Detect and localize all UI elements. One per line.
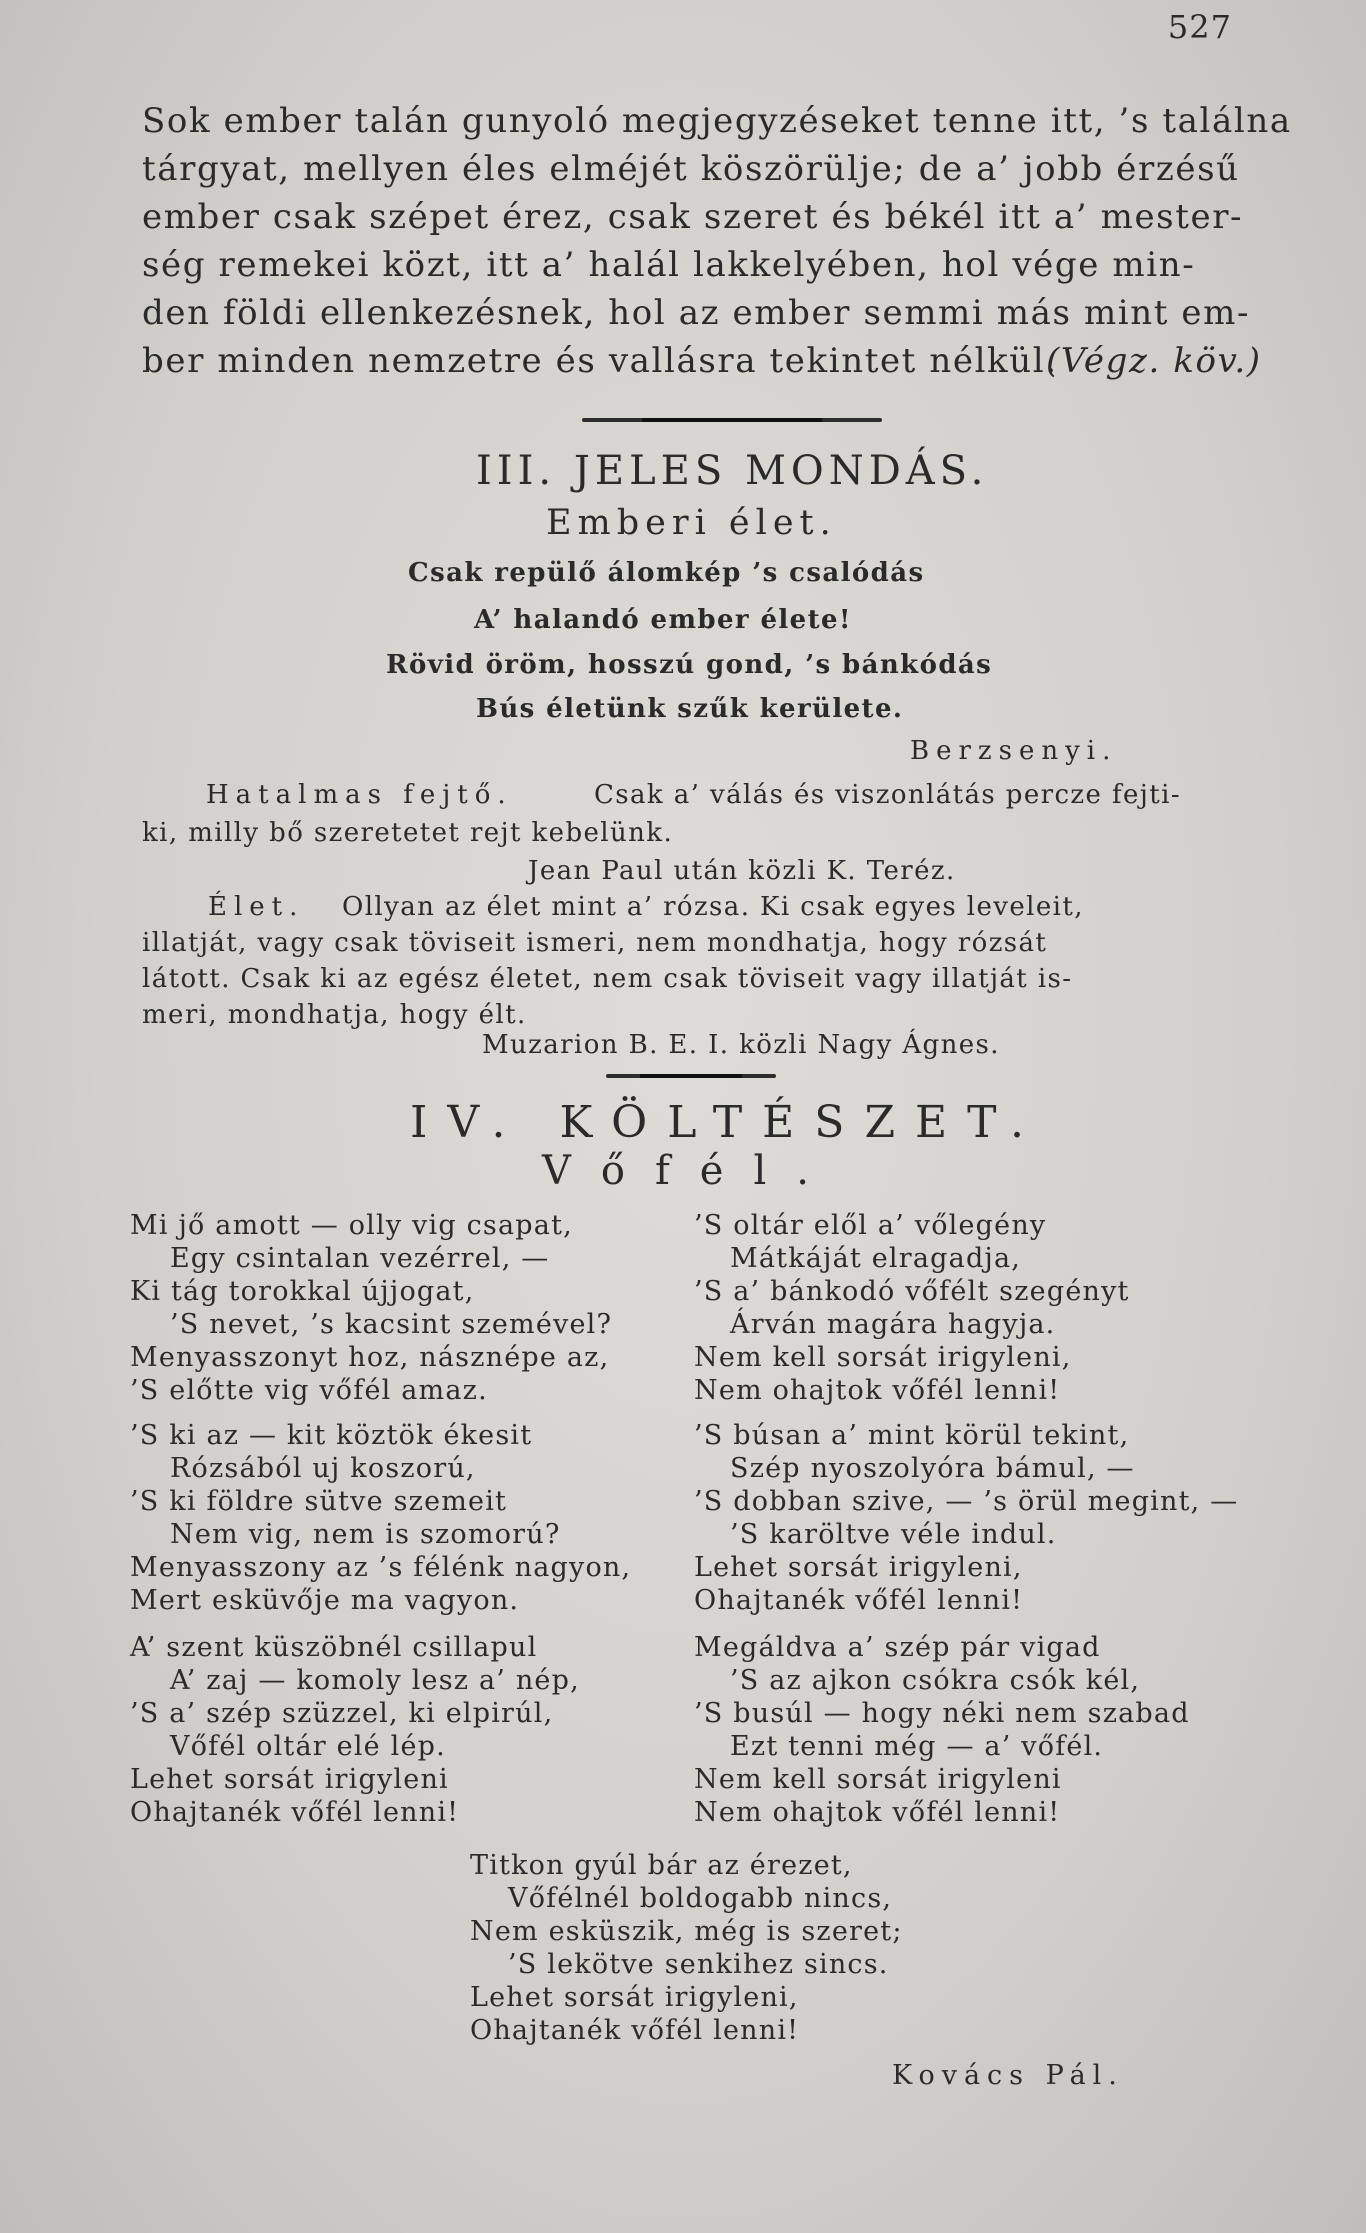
poem-line: Árván magára hagyja. bbox=[730, 1309, 1056, 1340]
poem-line: Menyasszony az ’s félénk nagyon, bbox=[130, 1552, 632, 1583]
poem-line: Nem ohajtok vőfél lenni! bbox=[694, 1375, 1061, 1406]
quote-label: Hatalmas fejtő. bbox=[206, 780, 513, 810]
poem-line: Lehet sorsát irigyleni, bbox=[470, 1982, 799, 2013]
prose-line: ber minden nemzetre és vallásra tekintet nélkül. bbox=[142, 341, 1058, 381]
poem-line: Megáldva a’ szép pár vigad bbox=[694, 1632, 1101, 1663]
poem-line: Mátkáját elragadja, bbox=[730, 1243, 1022, 1274]
poem-line: ’S dobban szive, — ’s örül megint, — bbox=[694, 1486, 1239, 1517]
poem-line: Ohajtanék vőfél lenni! bbox=[130, 1797, 460, 1828]
poem-line: ’S karöltve véle indul. bbox=[730, 1519, 1057, 1550]
poem-line: Ki tág torokkal újjogat, bbox=[130, 1276, 475, 1307]
quote-credit: Jean Paul után közli K. Teréz. bbox=[528, 856, 956, 886]
poem-line: A’ zaj — komoly lesz a’ nép, bbox=[170, 1665, 580, 1696]
poem-line: ’S a’ bánkodó vőfélt szegényt bbox=[694, 1276, 1130, 1307]
poem-line: ’S nevet, ’s kacsint szemével? bbox=[170, 1309, 613, 1340]
poem-title: Vőfél. bbox=[542, 1148, 839, 1194]
quote-line: ki, milly bő szeretetet rejt kebelünk. bbox=[142, 818, 674, 848]
poem-line: Ohajtanék vőfél lenni! bbox=[470, 2015, 800, 2046]
poem-line: Ohajtanék vőfél lenni! bbox=[694, 1585, 1024, 1616]
quote-line: Csak a’ válás és viszonlátás percze fejti- bbox=[594, 780, 1182, 810]
poem-line: ’S a’ szép szüzzel, ki elpirúl, bbox=[130, 1698, 554, 1729]
prose-line: tárgyat, mellyen éles elméjét köszörülje; de a’ jobb érzésű bbox=[142, 149, 1240, 189]
poem-line: Vőfélnél boldogabb nincs, bbox=[508, 1883, 893, 1914]
quote-line: illatját, vagy csak töviseit ismeri, nem mondhatja, hogy rózsát bbox=[142, 928, 1048, 958]
prose-line: den földi ellenkezésnek, hol az ember semmi más mint em- bbox=[142, 293, 1251, 333]
quote-credit: Muzarion B. E. I. közli Nagy Ágnes. bbox=[482, 1030, 1000, 1060]
poem-line: ’S búsan a’ mint körül tekint, bbox=[694, 1420, 1130, 1451]
poem-line: Egy csintalan vezérrel, — bbox=[170, 1243, 550, 1274]
poem-line: ’S ki az — kit köztök ékesit bbox=[130, 1420, 533, 1451]
poem-line: ’S ki földre sütve szemeit bbox=[130, 1486, 508, 1517]
poem-line: Nem ohajtok vőfél lenni! bbox=[694, 1797, 1061, 1828]
poem-title: Emberi élet. bbox=[546, 503, 837, 543]
poem-line: Rövid öröm, hosszú gond, ’s bánkódás bbox=[386, 650, 993, 680]
poem-line: ’S busúl — hogy néki nem szabad bbox=[694, 1698, 1190, 1729]
poem-line: Bús életünk szűk kerülete. bbox=[476, 694, 904, 724]
poem-line: Nem kell sorsát irigyleni bbox=[694, 1764, 1062, 1795]
poem-line: ’S oltár elől a’ vőlegény bbox=[694, 1210, 1047, 1241]
poem-line: Lehet sorsát irigyleni, bbox=[694, 1552, 1023, 1583]
poem-line: Szép nyoszolyóra bámul, — bbox=[730, 1453, 1135, 1484]
quote-line: meri, mondhatja, hogy élt. bbox=[142, 1000, 527, 1030]
prose-line: ember csak szépet érez, csak szeret és békél itt a’ mester- bbox=[142, 197, 1244, 237]
poem-line: Nem vig, nem is szomorú? bbox=[170, 1519, 561, 1550]
poem-line: Menyasszonyt hoz, násznépe az, bbox=[130, 1342, 610, 1373]
page-number: 527 bbox=[1167, 8, 1232, 46]
poem-line: Ezt tenni még — a’ vőfél. bbox=[730, 1731, 1104, 1762]
poem-line: Vőfél oltár elé lép. bbox=[170, 1731, 446, 1762]
poem-line: Rózsából uj koszorú, bbox=[170, 1453, 476, 1484]
poem-author: Kovács Pál. bbox=[892, 2060, 1124, 2091]
prose-line: ség remekei közt, itt a’ halál lakkelyében, hol vége min- bbox=[142, 245, 1196, 285]
poem-author: Berzsenyi. bbox=[910, 736, 1118, 766]
poem-line: Nem kell sorsát irigyleni, bbox=[694, 1342, 1072, 1373]
section-divider bbox=[582, 418, 882, 422]
poem-line: Csak repülő álomkép ’s csalódás bbox=[408, 558, 925, 588]
poem-line: ’S az ajkon csókra csók kél, bbox=[730, 1665, 1141, 1696]
section-heading: IV. KÖLTÉSZET. bbox=[410, 1097, 1044, 1148]
continued-note: (Végz. köv.) bbox=[1046, 341, 1262, 381]
poem-line: ’S lekötve senkihez sincs. bbox=[508, 1949, 889, 1980]
poem-line: Mi jő amott — olly vig csapat, bbox=[130, 1210, 573, 1241]
quote-line: látott. Csak ki az egész életet, nem csak töviseit vagy illatját is- bbox=[142, 964, 1073, 994]
poem-line: Lehet sorsát irigyleni bbox=[130, 1764, 449, 1795]
poem-line: Mert esküvője ma vagyon. bbox=[130, 1585, 520, 1616]
section-heading: III. JELES MONDÁS. bbox=[476, 448, 989, 494]
poem-line: ’S előtte vig vőfél amaz. bbox=[130, 1375, 488, 1406]
prose-line: Sok ember talán gunyoló megjegyzéseket tenne itt, ’s találna bbox=[142, 101, 1292, 141]
quote-label: Élet. bbox=[208, 892, 305, 922]
poem-line: Nem esküszik, még is szeret; bbox=[470, 1916, 903, 1947]
poem-line: A’ halandó ember élete! bbox=[474, 605, 852, 635]
poem-line: A’ szent küszöbnél csillapul bbox=[130, 1632, 538, 1663]
poem-line: Titkon gyúl bár az érezet, bbox=[470, 1850, 853, 1881]
quote-line: Ollyan az élet mint a’ rózsa. Ki csak egyes leveleit, bbox=[342, 892, 1084, 922]
section-divider bbox=[606, 1074, 776, 1078]
